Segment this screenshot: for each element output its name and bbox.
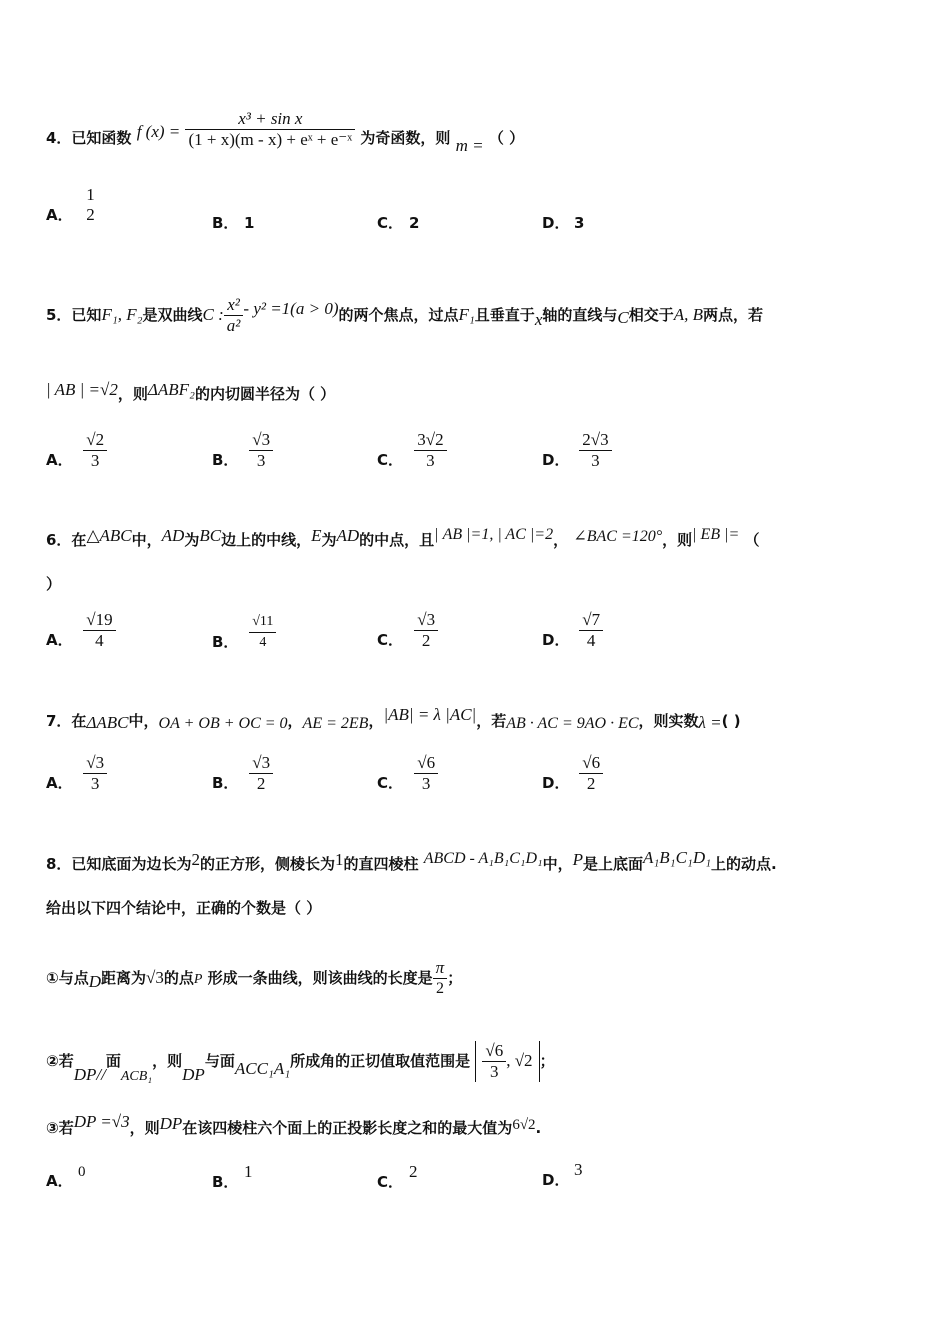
q8-statement-2: ②若DP//面ACB₁，则DP与面ACC₁A₁所成角的正切值取值范围是 $\frac{√6}{3}$ , √2 ； xyxy=(46,1041,555,1084)
q8-interval: $\frac{√6}{3}$ , √2 xyxy=(475,1041,539,1082)
q8-option-d[interactable]: D．3 xyxy=(542,1160,583,1189)
q4-option-a[interactable]: A． 1 2 xyxy=(46,185,98,225)
q4-tail: 为奇函数，则 xyxy=(360,129,451,147)
q4-option-b[interactable]: B． 1 xyxy=(212,214,255,232)
question-6-close: ） xyxy=(46,575,62,593)
q8-option-b[interactable]: B．1 xyxy=(212,1162,253,1191)
question-8-line-2: 给出以下四个结论中，正确的个数是（ ） xyxy=(46,899,322,917)
q5-ab-length: | AB | =√2 xyxy=(46,380,118,399)
q7-option-d[interactable]: D． $\frac{√6}{2}$ xyxy=(542,753,603,794)
q4-m: m = xyxy=(455,136,484,155)
q8-option-c[interactable]: C．2 xyxy=(377,1162,418,1191)
q5-option-d[interactable]: D． $\frac{2√3}{3}$ xyxy=(542,430,612,471)
q5-option-a[interactable]: A． $\frac{√2}{3}$ xyxy=(46,430,107,471)
q8-statement-3: ③若DP =√3，则DP在该四棱柱六个面上的正投影长度之和的最大值为6√2. xyxy=(46,1112,542,1137)
q4-function: f (x) = xyxy=(136,122,181,141)
question-7: 7．在ΔABC中，OA + OB + OC = 0，AE = 2EB，|AB| = λ |AC|，若AB · AC = 9AO · EC，则实数λ =( ) xyxy=(46,705,741,732)
q6-option-d[interactable]: D． $\frac{√7}{4}$ xyxy=(542,610,603,651)
q8-option-a[interactable]: A． 0 xyxy=(46,1164,86,1190)
q4-numerator: x³ + sin x xyxy=(185,109,355,130)
q4-option-c[interactable]: C． 2 xyxy=(377,214,420,232)
q4-paren: （ ） xyxy=(488,129,525,147)
question-5: 5．已知F₁, F₂是双曲线C : $\frac{\text{x²}}{\text{a²}}$ - y² =1(a > 0)的两个焦点，过点F₁且垂直于x轴的直线与C相交于A, B两点，若 xyxy=(46,295,764,335)
q5-option-b[interactable]: B． $\frac{√3}{3}$ xyxy=(212,430,273,471)
q8-statement-1: ①与点D距离为√3的点P 形成一条曲线，则该曲线的长度是 $\frac{\pi}{2}$ ； xyxy=(46,958,463,997)
q4-denominator: (1 + x)(m - x) + eˣ + e⁻ˣ xyxy=(188,130,353,149)
q7-option-c[interactable]: C． $\frac{√6}{3}$ xyxy=(377,753,438,794)
q5-curve-fraction: $\frac{\text{x²}}{\text{a²}}$ xyxy=(224,295,244,336)
q6-option-c[interactable]: C． $\frac{√3}{2}$ xyxy=(377,610,438,651)
q5-foci: F₁, F₂ xyxy=(101,305,143,324)
q4-lead: 4．已知函数 xyxy=(46,129,132,147)
q6-option-b[interactable]: B． $\frac{√11}{4}$ xyxy=(212,612,276,653)
question-6: 6．在△ABC中，AD为BC边上的中线，E为AD的中点，且| AB |=1, | AC |=2， ∠BAC =120°，则| EB |= （ xyxy=(46,526,760,549)
q4-option-d[interactable]: D． 3 xyxy=(542,214,585,232)
question-4 xyxy=(46,109,525,156)
q7-option-b[interactable]: B． $\frac{√3}{2}$ xyxy=(212,753,273,794)
q4-option-a-fraction: 1 2 xyxy=(86,185,95,224)
q5-curve-equation: - y² =1(a > 0) xyxy=(243,299,339,318)
q6-option-a[interactable]: A． $\frac{√19}{4}$ xyxy=(46,610,116,651)
q5-option-c[interactable]: C． $\frac{3√2}{3}$ xyxy=(377,430,447,471)
question-5-line-2: | AB | =√2，则ΔABF₂的内切圆半径为（ ） xyxy=(46,380,336,403)
q7-option-a[interactable]: A． $\frac{√3}{3}$ xyxy=(46,753,107,794)
q4-fraction xyxy=(185,109,355,150)
question-8: 8．已知底面为边长为2的正方形，侧棱长为1的直四棱柱 ABCD - A₁B₁C₁D₁中，P是上底面A₁B₁C₁D₁上的动点. xyxy=(46,848,777,873)
